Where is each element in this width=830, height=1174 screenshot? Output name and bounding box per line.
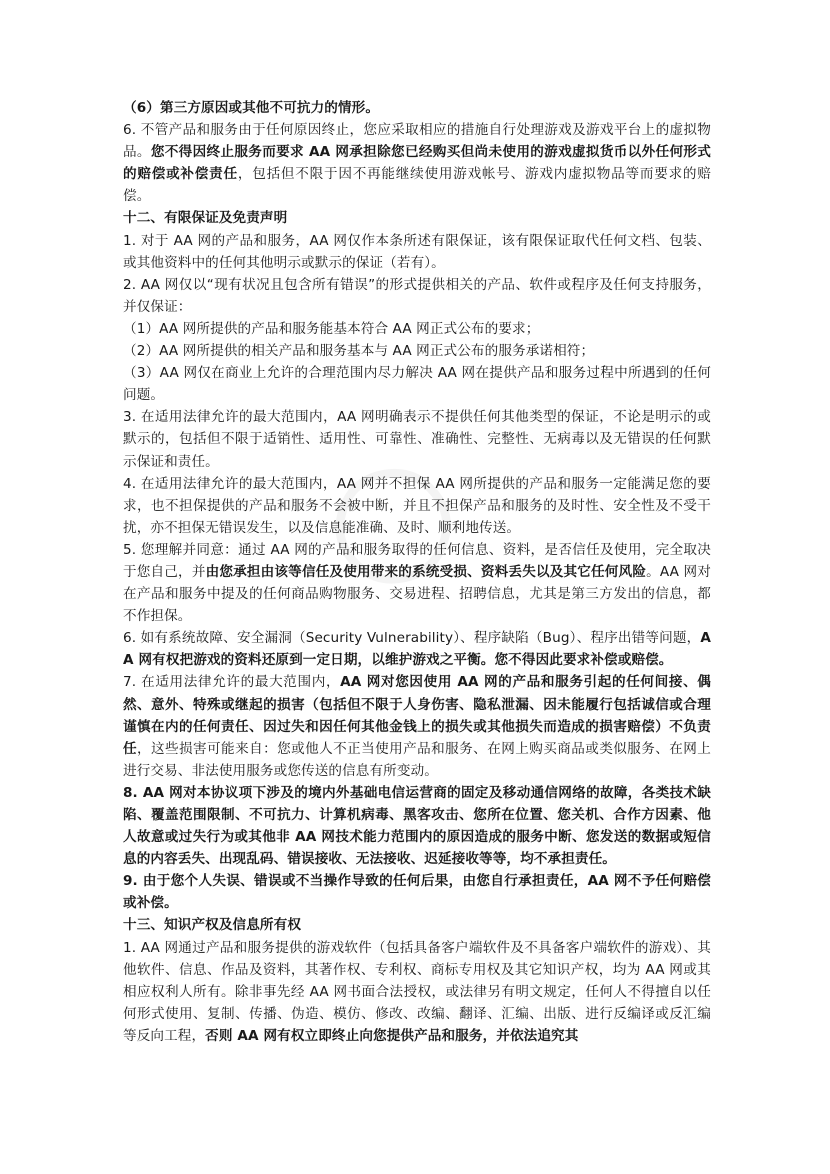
- text: （1）AA 网所提供的产品和服务能基本符合 AA 网正式公布的要求；: [123, 320, 540, 337]
- document-page: [123, 97, 711, 1047]
- section-heading: [123, 207, 711, 229]
- bold-text: 由您承担由该等信任及使用带来的系统受损、资料丢失以及其它任何风险: [205, 563, 647, 580]
- text: ，包括但不限于因不再能继续使用游戏帐号、游戏内虚拟物品等而要求的赔偿。: [123, 166, 711, 205]
- paragraph: [123, 937, 711, 1047]
- paragraph: [123, 539, 711, 627]
- text: （2）AA 网所提供的相关产品和服务基本与 AA 网正式公布的服务承诺相符；: [123, 343, 595, 360]
- text: 1. 对于 AA 网的产品和服务，AA 网仅作本条所述有限保证，该有限保证取代任何文档、包装、或其他资料中的任何其他明示或默示的保证（若有）。: [123, 232, 711, 271]
- paragraph: [123, 671, 711, 781]
- bold-text: AA 网对您因使用 AA 网的产品和服务引起的任何间接、偶然、意外、特殊或继起的损害（包括但不限于人身伤害、隐私泄漏、因未能履行包括诚信或合理谨慎在内的任何责任、因过失和因任何其他金钱上的损失或其他损失而造成的损害赔偿）不负责任: [123, 674, 711, 757]
- bold-text: （6）第三方原因或其他不可抗力的情形。: [123, 100, 380, 116]
- paragraph: [123, 97, 711, 119]
- text: （3）AA 网仅在商业上允许的合理范围内尽力解决 AA 网在提供产品和服务过程中所遇到的任何问题。: [123, 365, 711, 404]
- bold-text: 十二、有限保证及免责声明: [123, 210, 288, 227]
- text: 4. 在适用法律允许的最大范围内，AA 网并不担保 AA 网所提供的产品和服务一定能满足您的要求，也不担保提供的产品和服务不会被中断，并且不担保产品和服务的及时性、安全性及不受干扰，亦不担保无错误发生，以及信息能准确、及时、顺利地传送。: [123, 475, 711, 536]
- paragraph: [123, 274, 711, 318]
- text: 3. 在适用法律允许的最大范围内，AA 网明确表示不提供任何其他类型的保证，不论是明示的或默示的，包括但不限于适销性、适用性、可靠性、准确性、完整性、无病毒以及无错误的任何默示保证和责任。: [123, 409, 711, 470]
- text: 6. 如有系统故障、安全漏洞（Security Vulnerability）、程序缺陷（Bug）、程序出错等问题，: [123, 630, 701, 647]
- bold-text: 8. AA 网对本协议项下涉及的境内外基础电信运营商的固定及移动通信网络的故障，各类技术缺陷、覆盖范围限制、不可抗力、计算机病毒、黑客攻击、您所在位置、您关机、合作方因素、他人故意或过失行为或其他非 AA 网技术能力范围内的原因造成的服务中断、您发送的数据或短信息的内容丢失、出现乱码、错误接收、无法接收、迟延接收等等，均不承担责任。: [123, 784, 711, 868]
- paragraph: [123, 870, 711, 914]
- paragraph: [123, 473, 711, 539]
- bold-text: AA 网有权把游戏的资料还原到一定日期，以维护游戏之平衡。您不得因此要求补偿或赔偿。: [123, 630, 711, 669]
- section-heading: [123, 914, 711, 936]
- text: 5. 您理解并同意：通过 AA 网的产品和服务取得的任何信息、资料，是否信任及使用，完全取决于您自己，并: [123, 541, 711, 580]
- text: 6. 不管产品和服务由于任何原因终止，您应采取相应的措施自行处理游戏及游戏平台上的虚拟物品。: [123, 122, 711, 161]
- paragraph: [123, 340, 711, 362]
- bold-text: 十三、知识产权及信息所有权: [123, 917, 302, 934]
- paragraph: [123, 782, 711, 870]
- paragraph: [123, 627, 711, 671]
- paragraph: [123, 119, 711, 207]
- text: 2. AA 网仅以“现有状况且包含所有错误”的形式提供相关的产品、软件或程序及任何支持服务，并仅保证：: [123, 276, 711, 315]
- bold-text: 否则 AA 网有权立即终止向您提供产品和服务，并依法追究其: [205, 1027, 579, 1044]
- paragraph: [123, 406, 711, 472]
- bold-text: 您不得因终止服务而要求 AA 网承担除您已经购买但尚未使用的游戏虚拟货币以外任何形式的赔偿或补偿责任: [123, 144, 711, 183]
- bold-text: 9. 由于您个人失误、错误或不当操作导致的任何后果，由您自行承担责任，AA 网不予任何赔偿或补偿。: [123, 873, 711, 912]
- paragraph: [123, 318, 711, 340]
- text: ，这些损害可能来自：您或他人不正当使用产品和服务、在网上购买商品或类似服务、在网上进行交易、非法使用服务或您传送的信息有所变动。: [123, 740, 711, 779]
- paragraph: [123, 362, 711, 406]
- text: 1. AA 网通过产品和服务提供的游戏软件（包括具备客户端软件及不具备客户端软件的游戏）、其他软件、信息、作品及资料，其著作权、专利权、商标专用权及其它知识产权，均为 AA 网或其相应权利人所有。除非事先经 AA 网书面合法授权，或法律另有明文规定，任何人不得擅自以任何形式使用、复制、传播、伪造、模仿、修改、改编、翻译、汇编、出版、进行反编译或反汇编等反向工程，: [123, 939, 712, 1044]
- text: 7. 在适用法律允许的最大范围内，: [123, 674, 341, 691]
- text: 。AA 网对在产品和服务中提及的任何商品购物服务、交易进程、招聘信息，尤其是第三方发出的信息，都不作担保。: [123, 563, 711, 625]
- paragraph: [123, 230, 711, 274]
